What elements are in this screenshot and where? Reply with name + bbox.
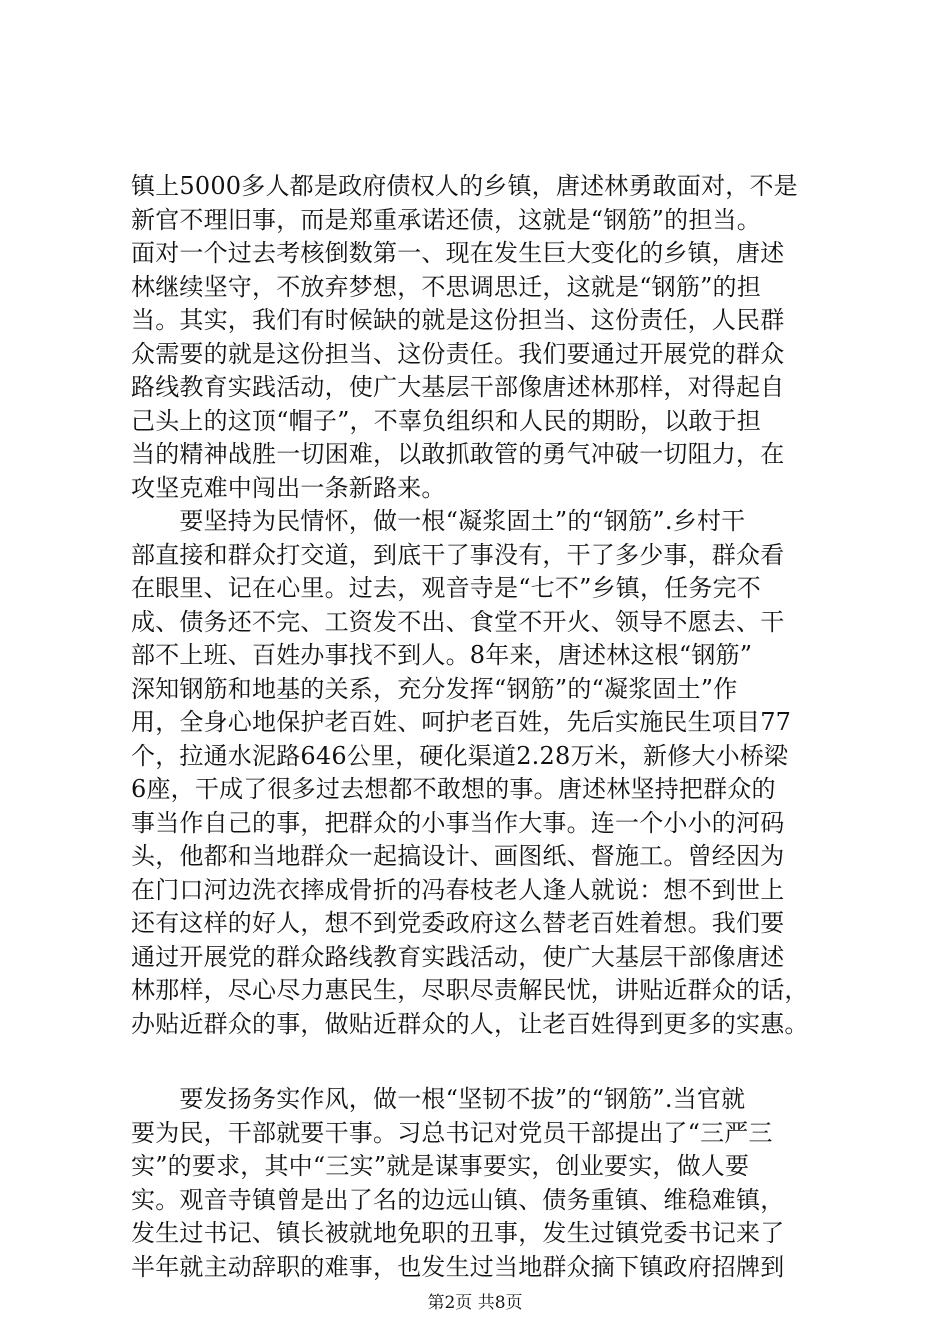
text-line: 通过开展党的群众路线教育实践活动，使广大基层干部像唐述 [131,942,785,971]
text-line: 在门口河边洗衣摔成骨折的冯春枝老人逢人就说：想不到世上 [131,875,785,904]
text-line: 要坚持为民情怀，做一根“凝浆固土”的“钢筋”.乡村干 [131,507,746,535]
paragraph [131,170,851,505]
text-line: 办贴近群众的事，做贴近群众的人，让老百姓得到更多的实惠。 [131,1009,809,1038]
text-line: 部直接和群众打交道，到底干了事没有，干了多少事，群众看 [131,540,785,569]
text-line: 在眼里、记在心里。过去，观音寺是“七不”乡镇，任务完不 [131,574,761,602]
text-line: 6座，干成了很多过去想都不敢想的事。唐述林坚持把群众的 [131,775,776,803]
paragraph [131,505,851,1041]
text-line: 要发扬务实作风，做一根“坚韧不拔”的“钢筋”.当官就 [131,1085,746,1113]
text-line: 成、债务还不完、工资发不出、食堂不开火、领导不愿去、干 [131,607,785,636]
paragraph-gap [131,1041,851,1083]
text-line: 要为民，干部就要干事。习总书记对党员干部提出了“三严三 [131,1118,773,1147]
text-line: 实。观音寺镇曾是出了名的边远山镇、债务重镇、维稳难镇， [131,1185,785,1214]
text-line: 面对一个过去考核倒数第一、现在发生巨大变化的乡镇，唐述 [131,239,785,267]
text-line: 攻坚克难中闯出一条新路来。 [131,473,446,502]
paragraph [131,1083,851,1284]
text-line: 当的精神战胜一切困难，以敢抓敢管的勇气冲破一切阻力，在 [131,440,785,468]
text-line: 林继续坚守，不放弃梦想，不思调思迁，这就是“钢筋”的担 [131,272,761,301]
text-line: 深知钢筋和地基的关系，充分发挥“钢筋”的“凝浆固土”作 [131,674,738,703]
text-line: 头，他都和当地群众一起搞设计、画图纸、督施工。曾经因为 [131,842,785,870]
text-line: 实”的要求，其中“三实”就是谋事要实，创业要实，做人要 [131,1152,750,1180]
text-line: 路线教育实践活动，使广大基层干部像唐述林那样，对得起自 [131,373,785,401]
text-line: 林那样，尽心尽力惠民生，尽职尽责解民忧，讲贴近群众的话， [131,976,809,1004]
text-line: 半年就主动辞职的难事，也发生过当地群众摘下镇政府招牌到 [131,1252,785,1281]
text-line: 镇上5000多人都是政府债权人的乡镇，唐述林勇敢面对，不是 [131,172,798,200]
text-line: 众需要的就是这份担当、这份责任。我们要通过开展党的群众 [131,339,785,368]
document-body [131,170,851,1284]
text-line: 发生过书记、镇长被就地免职的丑事，发生过镇党委书记来了 [131,1219,785,1247]
text-line: 部不上班、百姓办事找不到人。8年来，唐述林这根“钢筋” [131,641,753,669]
text-line: 用，全身心地保护老百姓、呵护老百姓，先后实施民生项目77 [131,708,792,736]
text-line: 事当作自己的事，把群众的小事当作大事。连一个小小的河码 [131,808,785,837]
text-line: 还有这样的好人，想不到党委政府这么替老百姓着想。我们要 [131,909,785,937]
text-line: 新官不理旧事，而是郑重承诺还债，这就是“钢筋”的担当。 [131,205,761,234]
page-number: 第2页 共8页 [427,1293,523,1313]
text-line: 个，拉通水泥路646公里，硬化渠道2.28万米，新修大小桥梁 [131,741,789,770]
page-footer [0,1292,950,1314]
text-line: 己头上的这顶“帽子”，不辜负组织和人民的期盼，以敢于担 [131,406,761,435]
text-line: 当。其实，我们有时候缺的就是这份担当、这份责任，人民群 [131,306,785,334]
